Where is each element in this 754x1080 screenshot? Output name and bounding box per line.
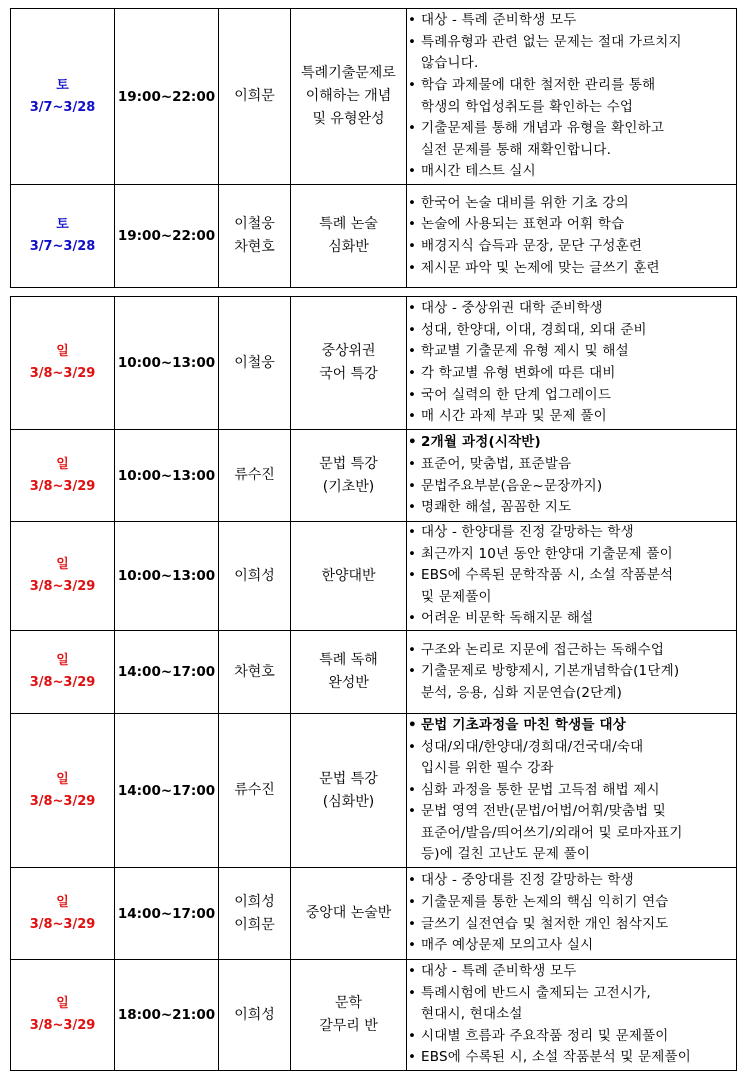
description-item bbox=[407, 476, 736, 498]
description-line: • 국어 실력의 한 단계 업그레이드 bbox=[421, 386, 612, 403]
description-line: • 기출문제로 방향제시, 기본개념학습(1단계) bbox=[421, 663, 680, 680]
description-item bbox=[407, 32, 736, 75]
description-item bbox=[407, 341, 736, 363]
course-cell bbox=[291, 868, 407, 960]
description-item bbox=[407, 10, 736, 32]
description-line: • 기출문제를 통한 논제의 핵심 익히기 연습 bbox=[421, 893, 669, 910]
course-title-line: 심화반 bbox=[328, 239, 369, 255]
schedule-row bbox=[11, 185, 737, 288]
description-item bbox=[407, 454, 736, 476]
description-line: • 표준어, 맞춤법, 표준발음 bbox=[421, 455, 572, 472]
course-cell bbox=[291, 522, 407, 631]
date-range: 3/8~3/29 bbox=[29, 793, 96, 809]
teacher-cell bbox=[219, 522, 291, 631]
description-cell bbox=[407, 9, 737, 185]
course-title-line: 문법 특강 bbox=[319, 770, 378, 787]
teacher-name: 이희성 bbox=[234, 1006, 275, 1023]
course-title-line: 중상위권 bbox=[321, 343, 376, 359]
teacher-name: 이희성 bbox=[234, 893, 275, 910]
description-item bbox=[407, 715, 736, 737]
description-item bbox=[407, 544, 736, 566]
course-title-line: 국어 특강 bbox=[319, 366, 378, 382]
description-line: • 기출문제를 통해 개념과 유형을 확인하고 bbox=[421, 120, 665, 137]
course-cell bbox=[291, 297, 407, 430]
description-list bbox=[407, 298, 736, 428]
description-item bbox=[407, 935, 736, 957]
day-of-week: 토 bbox=[56, 217, 69, 232]
description-line: • 한국어 논술 대비를 위한 기초 강의 bbox=[421, 194, 629, 211]
course-title-line: 문학 bbox=[334, 995, 363, 1011]
teacher-name: 이희문 bbox=[234, 88, 275, 104]
description-item bbox=[407, 961, 736, 983]
course-title-line: (기초반) bbox=[322, 478, 375, 495]
description-line: • 각 학교별 유형 변화에 따른 대비 bbox=[421, 365, 616, 381]
description-line: • 배경지식 습득과 문장, 문단 구성훈련 bbox=[421, 238, 643, 254]
description-line: • 글쓰기 실전연습 및 철저한 개인 첨삭지도 bbox=[421, 915, 669, 932]
description-line: • 제시문 파악 및 논제에 맞는 글쓰기 훈련 bbox=[421, 259, 660, 276]
time-cell: 10:00~13:00 bbox=[115, 522, 219, 631]
description-item bbox=[407, 258, 736, 280]
description-line: • 명쾌한 해설, 꼼꼼한 지도 bbox=[421, 499, 572, 516]
description-line: • 문법주요부분(음운~문장까지) bbox=[421, 477, 603, 494]
description-line: • 어려운 비문학 독해지문 해설 bbox=[421, 610, 594, 627]
description-line: • 특례유형과 관련 없는 문제는 절대 가르치지 bbox=[421, 33, 682, 50]
description-line: • EBS에 수록된 문학작품 시, 소설 작품분석 bbox=[421, 567, 674, 584]
sunday-schedule-table bbox=[10, 296, 737, 1071]
description-line: • EBS에 수록된 시, 소설 작품분석 및 문제풀이 bbox=[421, 1049, 692, 1066]
description-line: • 매주 예상문제 모의고사 실시 bbox=[421, 937, 594, 954]
description-item bbox=[407, 193, 736, 215]
course-cell bbox=[291, 960, 407, 1071]
course-title-line: (심화반) bbox=[322, 793, 375, 810]
day-cell bbox=[11, 960, 115, 1071]
teacher-name: 이희성 bbox=[234, 567, 275, 584]
time-cell: 14:00~17:00 bbox=[115, 714, 219, 868]
description-item bbox=[407, 801, 736, 866]
description-line: • 대상 - 중상위권 대학 준비학생 bbox=[421, 300, 603, 317]
description-cell bbox=[407, 185, 737, 288]
description-item bbox=[407, 737, 736, 780]
description-list bbox=[407, 715, 736, 866]
description-item bbox=[407, 1026, 736, 1048]
description-line: • 대상 - 중앙대를 진정 갈망하는 학생 bbox=[421, 872, 634, 889]
description-line: • 매시간 테스트 실시 bbox=[421, 163, 536, 180]
description-line: • 논술에 사용되는 표현과 어휘 학습 bbox=[421, 216, 625, 233]
description-list bbox=[407, 522, 736, 630]
day-of-week: 일 bbox=[56, 771, 69, 787]
description-line: • 문법 기초과정을 마친 학생들 대상 bbox=[421, 716, 626, 733]
description-cell bbox=[407, 297, 737, 430]
schedule-row bbox=[11, 960, 737, 1071]
date-range: 3/8~3/29 bbox=[29, 366, 96, 381]
description-cell bbox=[407, 960, 737, 1071]
date-range: 3/8~3/29 bbox=[29, 579, 96, 594]
teacher-name: 이희문 bbox=[234, 916, 275, 933]
schedule-row bbox=[11, 714, 737, 868]
description-item bbox=[407, 385, 736, 407]
date-range: 3/8~3/29 bbox=[29, 916, 96, 932]
description-item bbox=[407, 565, 736, 608]
date-range: 3/7~3/28 bbox=[29, 239, 96, 254]
course-title-line: 완성반 bbox=[328, 675, 369, 691]
teacher-cell bbox=[219, 960, 291, 1071]
description-line: • 매 시간 과제 부과 및 문제 풀이 bbox=[421, 408, 607, 425]
teacher-cell bbox=[219, 430, 291, 522]
day-of-week: 일 bbox=[56, 894, 69, 910]
date-range: 3/8~3/29 bbox=[29, 675, 96, 690]
description-cell bbox=[407, 631, 737, 714]
description-item bbox=[407, 406, 736, 428]
saturday-schedule-table bbox=[10, 8, 737, 288]
description-item bbox=[407, 118, 736, 161]
teacher-cell bbox=[219, 185, 291, 288]
description-cell bbox=[407, 714, 737, 868]
description-line: • 특례시험에 반드시 출제되는 고전시가, bbox=[421, 984, 651, 1001]
description-item bbox=[407, 608, 736, 630]
teacher-cell bbox=[219, 714, 291, 868]
teacher-cell bbox=[219, 631, 291, 714]
description-line: 분석, 응용, 심화 지문연습(2단계) bbox=[421, 684, 623, 701]
description-cell bbox=[407, 522, 737, 631]
description-item bbox=[407, 75, 736, 118]
description-line: • 문법 영역 전반(문법/어법/어휘/맞춤법 및 bbox=[421, 803, 667, 820]
course-title-line: 특례 논술 bbox=[319, 216, 378, 232]
description-line: 학생의 학업성취도를 확인하는 수업 bbox=[421, 98, 634, 115]
time-cell: 19:00~22:00 bbox=[115, 185, 219, 288]
description-item bbox=[407, 214, 736, 236]
time-cell: 10:00~13:00 bbox=[115, 297, 219, 430]
description-line: • 대상 - 특례 준비학생 모두 bbox=[421, 963, 577, 980]
schedule-row bbox=[11, 631, 737, 714]
teacher-cell bbox=[219, 297, 291, 430]
date-range: 3/8~3/29 bbox=[29, 478, 96, 494]
schedule-row bbox=[11, 868, 737, 960]
course-title-line: 특례기출문제로 bbox=[301, 65, 396, 81]
description-cell bbox=[407, 868, 737, 960]
course-title-line: 한양대반 bbox=[321, 567, 376, 584]
teacher-name: 차현호 bbox=[234, 663, 275, 680]
description-item bbox=[407, 1047, 736, 1069]
schedule-row bbox=[11, 430, 737, 522]
course-title-line: 갈무리 반 bbox=[319, 1018, 378, 1034]
date-range: 3/8~3/29 bbox=[29, 1018, 96, 1033]
time-cell: 14:00~17:00 bbox=[115, 631, 219, 714]
description-item bbox=[407, 780, 736, 802]
description-line: • 2개월 과정(시작반) bbox=[421, 434, 541, 451]
course-title-line: 중앙대 논술반 bbox=[305, 905, 392, 921]
teacher-name: 이철웅 bbox=[234, 216, 275, 232]
day-of-week: 일 bbox=[56, 456, 69, 472]
day-cell bbox=[11, 631, 115, 714]
description-line: • 학습 과제물에 대한 철저한 관리를 통해 bbox=[421, 76, 656, 93]
description-line: • 시대별 흐름과 주요작품 정리 및 문제풀이 bbox=[421, 1027, 669, 1044]
description-line: • 심화 과정을 통한 문법 고득점 해법 제시 bbox=[421, 781, 660, 798]
description-line: • 대상 - 한양대를 진정 갈망하는 학생 bbox=[421, 524, 634, 541]
description-list bbox=[407, 640, 736, 705]
course-cell bbox=[291, 185, 407, 288]
teacher-cell bbox=[219, 9, 291, 185]
day-of-week: 일 bbox=[56, 557, 69, 572]
description-line: • 학교별 기출문제 유형 제시 및 해설 bbox=[421, 343, 629, 360]
day-cell bbox=[11, 868, 115, 960]
description-item bbox=[407, 892, 736, 914]
schedule-row bbox=[11, 9, 737, 185]
time-cell: 10:00~13:00 bbox=[115, 430, 219, 522]
course-cell bbox=[291, 430, 407, 522]
description-item bbox=[407, 983, 736, 1026]
description-item bbox=[407, 522, 736, 544]
description-item bbox=[407, 320, 736, 342]
day-cell bbox=[11, 522, 115, 631]
description-list bbox=[407, 961, 736, 1069]
day-cell bbox=[11, 185, 115, 288]
description-item bbox=[407, 870, 736, 892]
description-line: 않습니다. bbox=[421, 55, 479, 72]
day-of-week: 일 bbox=[56, 653, 69, 668]
description-line: • 구조와 논리로 지문에 접근하는 독해수업 bbox=[421, 641, 665, 658]
course-cell bbox=[291, 714, 407, 868]
description-item bbox=[407, 236, 736, 258]
description-item bbox=[407, 363, 736, 385]
description-list bbox=[407, 193, 736, 279]
course-title-line: 이해하는 개념 bbox=[305, 88, 392, 104]
teacher-cell bbox=[219, 868, 291, 960]
description-list bbox=[407, 432, 736, 518]
course-title-line: 문법 특강 bbox=[319, 455, 378, 472]
description-line: 등)에 걸친 고난도 문제 풀이 bbox=[421, 846, 591, 863]
description-item bbox=[407, 661, 736, 704]
description-line: 표준어/발음/띄어쓰기/외래어 및 로마자표기 bbox=[421, 824, 683, 841]
schedule-row bbox=[11, 297, 737, 430]
description-list bbox=[407, 10, 736, 183]
time-cell: 19:00~22:00 bbox=[115, 9, 219, 185]
time-cell: 14:00~17:00 bbox=[115, 868, 219, 960]
day-of-week: 일 bbox=[56, 996, 69, 1011]
description-item bbox=[407, 298, 736, 320]
description-item bbox=[407, 432, 736, 454]
teacher-name: 차현호 bbox=[234, 239, 275, 255]
description-line: • 최근까지 10년 동안 한양대 기출문제 풀이 bbox=[421, 545, 673, 562]
description-line: • 대상 - 특례 준비학생 모두 bbox=[421, 12, 577, 29]
day-of-week: 토 bbox=[56, 77, 69, 93]
course-cell bbox=[291, 9, 407, 185]
course-title-line: 특례 독해 bbox=[319, 652, 378, 668]
teacher-name: 류수진 bbox=[234, 782, 275, 798]
description-line: 실전 문제를 통해 재확인합니다. bbox=[421, 141, 612, 158]
day-of-week: 일 bbox=[56, 344, 69, 359]
day-cell bbox=[11, 714, 115, 868]
teacher-name: 류수진 bbox=[234, 467, 275, 483]
schedule-row bbox=[11, 522, 737, 631]
description-item bbox=[407, 914, 736, 936]
description-list bbox=[407, 870, 736, 956]
teacher-name: 이철웅 bbox=[234, 354, 275, 371]
description-line: • 성대, 한양대, 이대, 경희대, 외대 준비 bbox=[421, 321, 647, 338]
description-item bbox=[407, 640, 736, 662]
day-cell bbox=[11, 430, 115, 522]
course-title-line: 및 유형완성 bbox=[312, 111, 385, 127]
description-line: 입시를 위한 필수 강좌 bbox=[421, 760, 554, 777]
description-item bbox=[407, 161, 736, 183]
date-range: 3/7~3/28 bbox=[29, 99, 96, 115]
day-cell bbox=[11, 297, 115, 430]
day-cell bbox=[11, 9, 115, 185]
description-line: 및 문제풀이 bbox=[421, 588, 492, 605]
description-line: 현대시, 현대소설 bbox=[421, 1006, 523, 1023]
time-cell: 18:00~21:00 bbox=[115, 960, 219, 1071]
course-cell bbox=[291, 631, 407, 714]
description-item bbox=[407, 497, 736, 519]
description-cell bbox=[407, 430, 737, 522]
description-line: • 성대/외대/한양대/경희대/건국대/숙대 bbox=[421, 738, 644, 755]
